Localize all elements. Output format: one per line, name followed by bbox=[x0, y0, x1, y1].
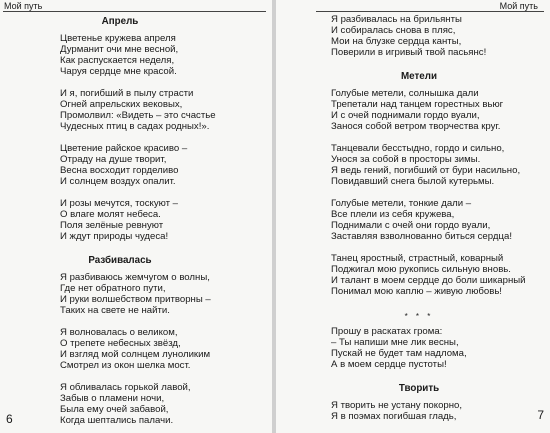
running-head: Мой путь bbox=[4, 1, 43, 11]
poem-line: И руки волшебством притворны – bbox=[60, 294, 211, 306]
poem-line: Танцевали бесстыдно, гордо и сильно, bbox=[331, 142, 505, 154]
poem-line: О трепете небесных звёзд, bbox=[60, 337, 181, 349]
poem-line: Дурманит очи мне весной, bbox=[60, 44, 179, 56]
poem-line: И розы мечутся, тоскуют – bbox=[60, 197, 179, 209]
poem-line: Чаруя сердце мне красой. bbox=[60, 66, 177, 78]
poem-line: Пускай не будет там надлома, bbox=[331, 348, 467, 360]
poem-line: Понимал мою каплю – живую любовь! bbox=[331, 286, 502, 298]
poem-line: Трепетали над танцем горестных вьюг bbox=[331, 99, 504, 111]
poem-line: Цветение райское красиво – bbox=[60, 142, 188, 154]
poem-line: Я волновалась о великом, bbox=[60, 326, 178, 338]
stanza bbox=[331, 88, 541, 132]
left-page bbox=[0, 0, 272, 433]
poem-line: И собиралась снова в пляс, bbox=[331, 25, 456, 37]
poem-line: Как распускается неделя, bbox=[60, 55, 175, 67]
poem-line: Весна восходит горделиво bbox=[60, 165, 179, 177]
poem-line: Прошу в раскатах грома: bbox=[331, 325, 443, 337]
section-divider: * * * bbox=[404, 311, 434, 321]
header-rule bbox=[3, 11, 266, 12]
stanza bbox=[331, 326, 541, 370]
poem-line: Поверили в игривый твой пасьянс! bbox=[331, 47, 487, 59]
poem-line: Я разбивалась на брильянты bbox=[331, 14, 462, 25]
stanza bbox=[331, 143, 541, 187]
poem-line: Забыв о пламени ночи, bbox=[60, 392, 165, 404]
stanza bbox=[60, 198, 265, 242]
poem-line: Заставляя взволнованно биться сердца! bbox=[331, 231, 512, 243]
poem-line: Где нет обратного пути, bbox=[60, 282, 166, 294]
poem-line: Таких на свете не найти. bbox=[60, 305, 170, 317]
poem-line: Поджигал мою рукопись сильную вновь. bbox=[331, 263, 511, 275]
poem-line: Повидавший снега былой кутерьмы. bbox=[331, 176, 495, 188]
stanza bbox=[60, 33, 265, 77]
poem-line: Мои на блузке сердца канты, bbox=[331, 36, 462, 48]
right-page-content bbox=[331, 14, 541, 433]
poem-line: – Ты напиши мне лик весны, bbox=[331, 336, 459, 348]
poem-title: Творить bbox=[398, 382, 440, 394]
page-number: 6 bbox=[6, 412, 13, 426]
stanza bbox=[60, 88, 265, 132]
poem-line: И талант в моем сердце до боли шикарный bbox=[331, 275, 526, 287]
poem-title: Апрель bbox=[101, 16, 139, 27]
poem-line: Когда шептались палачи. bbox=[60, 415, 174, 427]
poem-line: Огней апрельских вековых, bbox=[60, 99, 183, 111]
poem-title: Метели bbox=[401, 70, 437, 82]
poem-line: Все плели из себя кружева, bbox=[331, 209, 455, 220]
stanza bbox=[331, 253, 541, 297]
stanza bbox=[60, 327, 265, 371]
poem-line: Я разбиваюсь жемчугом о волны, bbox=[60, 271, 210, 283]
poem-line: Была ему очей забавой, bbox=[60, 404, 169, 415]
poem-line: Отраду на душе творит, bbox=[60, 154, 167, 166]
poem-line: И я, погибший в пылу страсти bbox=[60, 87, 194, 99]
poem-line: Цветенье кружева апреля bbox=[60, 33, 176, 44]
poem-line: Я обливалась горькой лавой, bbox=[60, 381, 191, 393]
poem-line: Голубые метели, тонкие дали – bbox=[331, 197, 472, 209]
poem-line: Чудесных птиц в садах родных!». bbox=[60, 121, 210, 133]
poem-line: О влаге молят небеса. bbox=[60, 209, 161, 220]
poem-line: Поля зелёные ревнуют bbox=[60, 220, 164, 232]
poem-line: Смотрел из окон шелка мост. bbox=[60, 360, 191, 372]
poem-line: Унося за собой в просторы зимы. bbox=[331, 154, 481, 166]
stanza bbox=[60, 382, 265, 426]
poem-line: И ждут природы чудеса! bbox=[60, 231, 169, 243]
page-number: 7 bbox=[537, 408, 544, 422]
poem-line: Голубые метели, солнышка дали bbox=[331, 87, 479, 99]
poem-line: И взгляд мой солнцем луноликим bbox=[60, 349, 211, 361]
poem-line: Я в поэмах погибшая гладь, bbox=[331, 410, 457, 422]
right-page bbox=[276, 0, 550, 433]
stanza bbox=[331, 400, 541, 422]
header-rule bbox=[316, 11, 544, 12]
poem-line: И солнцем воздух опалит. bbox=[60, 176, 176, 188]
poem-line: Занося собой ветром творчества круг. bbox=[331, 121, 501, 133]
poem-line: И с очей поднимали гордо вуали, bbox=[331, 110, 480, 122]
left-page-content bbox=[60, 14, 265, 433]
stanza bbox=[60, 272, 265, 316]
poem-title: Разбивалась bbox=[88, 254, 152, 266]
poem-line: Поднимали с очей они гордо вуали, bbox=[331, 220, 491, 232]
poem-line: Промолвил: «Видеть – это счастье bbox=[60, 110, 216, 122]
poem-line: Танец яростный, страстный, коварный bbox=[331, 252, 504, 264]
poem-line: Я творить не устану покорно, bbox=[331, 399, 463, 411]
stanza bbox=[60, 143, 265, 187]
stanza bbox=[331, 198, 541, 242]
poem-line: Я ведь гений, погибший от бури насильно, bbox=[331, 165, 521, 177]
stanza bbox=[331, 14, 541, 58]
poem-line: А в моем сердце пустоты! bbox=[331, 359, 447, 371]
running-head: Мой путь bbox=[499, 1, 538, 11]
